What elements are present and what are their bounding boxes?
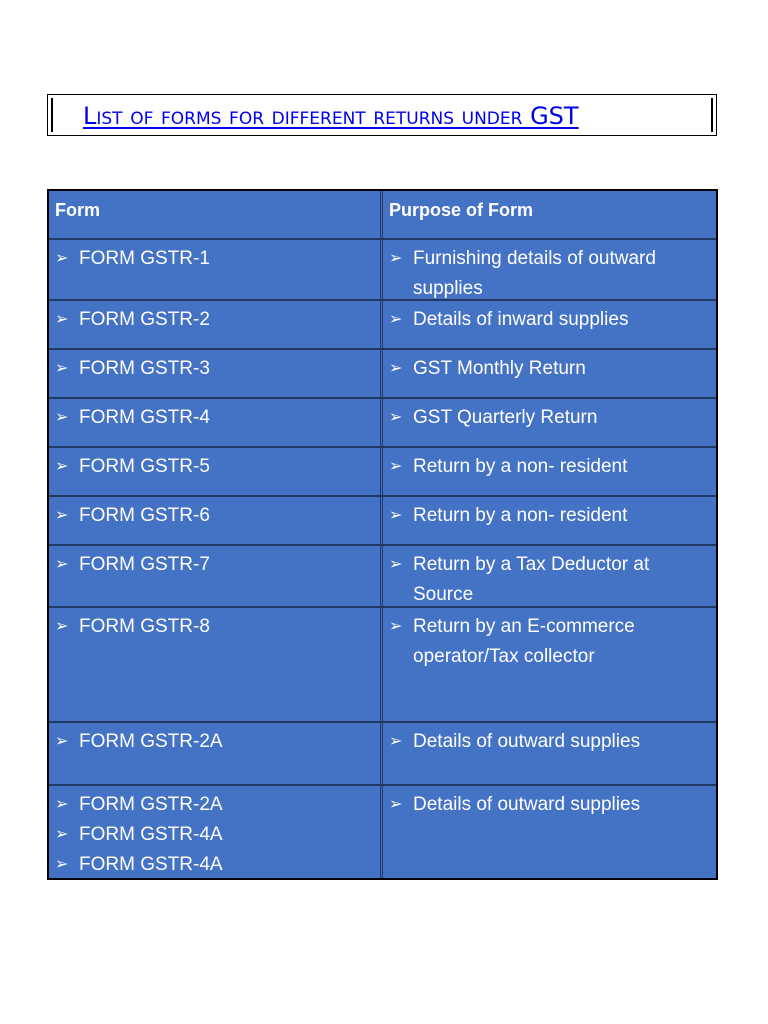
form-cell (49, 448, 383, 495)
form-item (55, 790, 374, 820)
table-header-row (49, 191, 716, 240)
table-row (49, 448, 716, 497)
forms-table (47, 189, 718, 880)
table-row (49, 546, 716, 608)
arrowhead-bullet-icon: ➢ (55, 618, 69, 635)
page-title: List of forms for different returns under GST (83, 102, 579, 130)
purpose-text: Return by a non- resident (413, 456, 628, 477)
table-row (49, 786, 716, 878)
form-item (55, 403, 374, 433)
purpose-item (389, 403, 710, 433)
form-name: FORM GSTR-4 (79, 407, 210, 428)
form-name: FORM GSTR-8 (79, 616, 210, 637)
table-row (49, 301, 716, 350)
form-item (55, 305, 374, 335)
purpose-text: Return by an E-commerce operator/Tax collector (413, 616, 635, 667)
arrowhead-bullet-icon: ➢ (389, 556, 403, 573)
purpose-item (389, 244, 710, 304)
table-row (49, 497, 716, 546)
arrowhead-bullet-icon: ➢ (389, 733, 403, 750)
purpose-cell (383, 608, 716, 721)
form-cell (49, 301, 383, 348)
purpose-cell (383, 786, 716, 878)
form-name: FORM GSTR-4A (79, 824, 223, 845)
purpose-item (389, 354, 710, 384)
purpose-cell (383, 240, 716, 299)
form-name: FORM GSTR-2 (79, 309, 210, 330)
table-row (49, 350, 716, 399)
purpose-text: GST Monthly Return (413, 358, 586, 379)
form-item (55, 820, 374, 850)
arrowhead-bullet-icon: ➢ (55, 250, 69, 267)
arrowhead-bullet-icon: ➢ (55, 796, 69, 813)
form-name: FORM GSTR-1 (79, 248, 210, 269)
title-box (47, 94, 717, 136)
form-name: FORM GSTR-2A (79, 794, 223, 815)
table-row (49, 399, 716, 448)
form-name: FORM GSTR-5 (79, 456, 210, 477)
purpose-item (389, 550, 710, 610)
header-form: Form (49, 191, 383, 238)
purpose-text: GST Quarterly Return (413, 407, 598, 428)
form-name: FORM GSTR-3 (79, 358, 210, 379)
arrowhead-bullet-icon: ➢ (389, 409, 403, 426)
purpose-item (389, 612, 710, 672)
arrowhead-bullet-icon: ➢ (55, 856, 69, 873)
form-item (55, 612, 374, 642)
form-name: FORM GSTR-2A (79, 731, 223, 752)
arrowhead-bullet-icon: ➢ (55, 507, 69, 524)
form-item (55, 501, 374, 531)
purpose-item (389, 790, 710, 820)
arrowhead-bullet-icon: ➢ (389, 360, 403, 377)
arrowhead-bullet-icon: ➢ (55, 733, 69, 750)
form-item (55, 550, 374, 580)
form-cell (49, 723, 383, 784)
arrowhead-bullet-icon: ➢ (55, 311, 69, 328)
arrowhead-bullet-icon: ➢ (55, 458, 69, 475)
form-cell (49, 240, 383, 299)
table-row (49, 723, 716, 786)
table-row (49, 240, 716, 301)
purpose-item (389, 501, 710, 531)
form-cell (49, 350, 383, 397)
purpose-text: Furnishing details of outward supplies (413, 248, 656, 299)
purpose-cell (383, 723, 716, 784)
arrowhead-bullet-icon: ➢ (389, 507, 403, 524)
header-purpose: Purpose of Form (389, 200, 534, 220)
purpose-text: Details of outward supplies (413, 794, 641, 815)
purpose-cell (383, 350, 716, 397)
arrowhead-bullet-icon: ➢ (389, 618, 403, 635)
form-item (55, 244, 374, 274)
form-cell (49, 546, 383, 606)
form-cell (49, 608, 383, 721)
purpose-text: Details of outward supplies (413, 731, 641, 752)
arrowhead-bullet-icon: ➢ (55, 409, 69, 426)
form-cell (49, 786, 383, 878)
form-item (55, 850, 374, 880)
purpose-text: Return by a non- resident (413, 505, 628, 526)
form-item (55, 354, 374, 384)
title-frame (51, 98, 713, 132)
arrowhead-bullet-icon: ➢ (389, 250, 403, 267)
arrowhead-bullet-icon: ➢ (389, 458, 403, 475)
purpose-cell (383, 301, 716, 348)
form-cell (49, 497, 383, 544)
form-cell (49, 399, 383, 446)
purpose-cell (383, 546, 716, 606)
purpose-cell (383, 399, 716, 446)
form-name: FORM GSTR-7 (79, 554, 210, 575)
arrowhead-bullet-icon: ➢ (389, 796, 403, 813)
arrowhead-bullet-icon: ➢ (389, 311, 403, 328)
arrowhead-bullet-icon: ➢ (55, 556, 69, 573)
purpose-cell (383, 497, 716, 544)
form-item (55, 727, 374, 757)
form-name: FORM GSTR-6 (79, 505, 210, 526)
arrowhead-bullet-icon: ➢ (55, 360, 69, 377)
purpose-item (389, 305, 710, 335)
form-item (55, 452, 374, 482)
purpose-text: Details of inward supplies (413, 309, 629, 330)
purpose-item (389, 727, 710, 757)
purpose-cell (383, 448, 716, 495)
arrowhead-bullet-icon: ➢ (55, 826, 69, 843)
purpose-text: Return by a Tax Deductor at Source (413, 554, 650, 605)
purpose-item (389, 452, 710, 482)
form-name: FORM GSTR-4A (79, 854, 223, 875)
table-row (49, 608, 716, 723)
